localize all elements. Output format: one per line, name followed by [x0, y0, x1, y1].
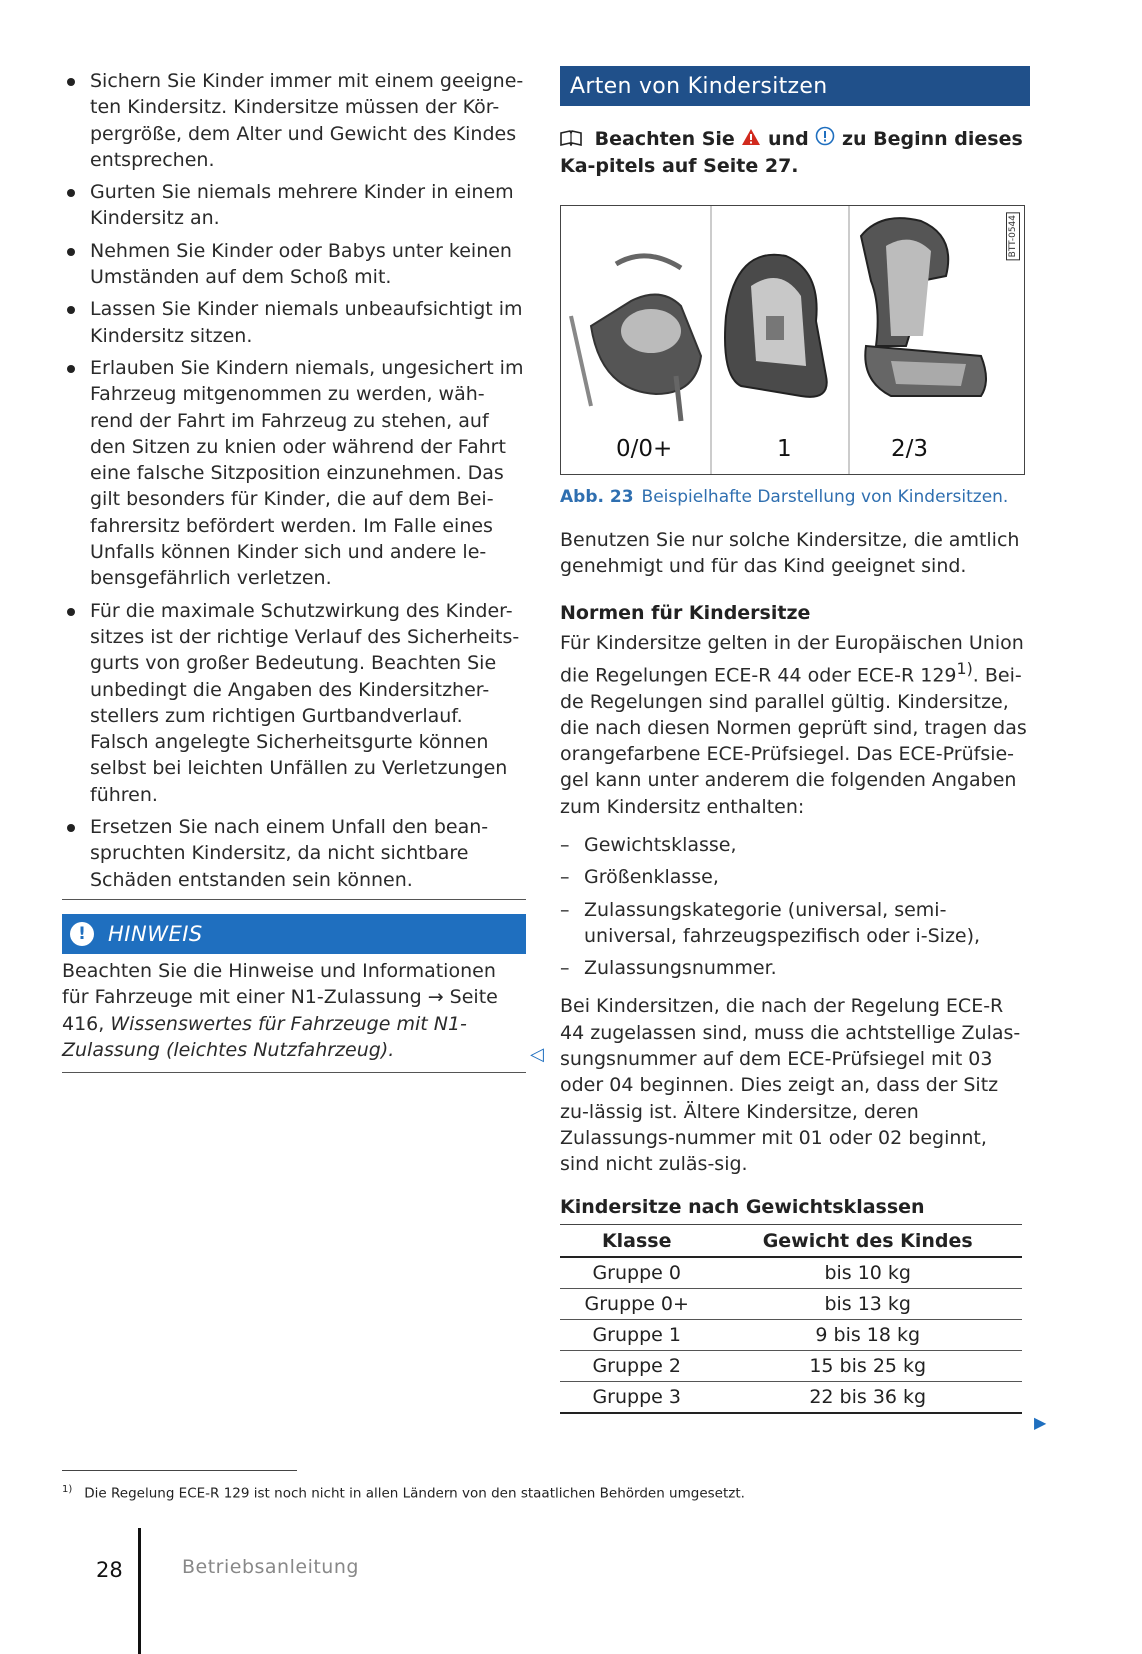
table-cell: 9 bis 18 kg [713, 1319, 1022, 1350]
table-cell: 15 bis 25 kg [713, 1350, 1022, 1381]
normen-text: . Bei-de Regelungen sind parallel gültig. Kindersitze, die nach diesen Normen geprüft sind, tragen das orangefarbene ECE-Prüfsiegel. Das ECE-Prüfsie-gel kann unter anderem die folgenden Angaben zum Kindersitz enthalten: [560, 664, 1027, 818]
weight-class-table [560, 1224, 1022, 1414]
table-cell: bis 13 kg [713, 1288, 1022, 1319]
ece44-paragraph: Bei Kindersitzen, die nach der Regelung ECE-R 44 zugelassen sind, muss die achtstellige Zulas-sungsnummer auf dem ECE-Prüfsiegel mit 03 oder 04 beginnen. Dies zeigt an, dass der Sitz zu-lässig ist. Ältere Kindersitze, deren Zulassungs-nummer mit 01 oder 02 beginnt, sind nicht zuläs-sig. [560, 995, 1021, 1176]
table-cell: Gruppe 1 [560, 1319, 713, 1350]
list-item: Nehmen Sie Kinder oder Babys unter keinen Umständen auf dem Schoß mit. [62, 238, 526, 291]
manual-title: Betriebsanleitung [182, 1556, 359, 1578]
note-text-post: zu Beginn dieses Ka-pitels auf Seite 27. [560, 128, 1023, 177]
list-item: Für die maximale Schutzwirkung des Kinder-sitzes ist der richtige Verlauf des Sicherheits-gurts von großer Bedeutung. Beachten Sie unbedingt die Angaben des Kindersitzher-stellers zum richtigen Gurtbandverlauf. Falsch angelegte Sicherheitsgurte können selbst bei leichten Unfällen zu Verletzungen führen. [62, 598, 526, 808]
list-item: Ersetzen Sie nach einem Unfall den bean-spruchten Kindersitz, da nicht sichtbare Schäden entstanden sein können. [62, 814, 526, 893]
right-column [560, 66, 1030, 1414]
seal-info-list [560, 832, 1030, 981]
column-header: Gewicht des Kindes [713, 1224, 1022, 1257]
figure-label: 0/0+ [616, 436, 673, 462]
continue-arrow-icon[interactable]: ▶ [1034, 1413, 1047, 1432]
subheading: Normen für Kindersitze [560, 601, 811, 624]
warning-triangle-icon [741, 127, 761, 153]
footnote-mark: 1) [956, 658, 973, 678]
table-cell: Gruppe 2 [560, 1350, 713, 1381]
table-cell: Gruppe 0+ [560, 1288, 713, 1319]
list-item: Lassen Sie Kinder niemals unbeaufsichtigt im Kindersitz sitzen. [62, 296, 526, 349]
figure-code: BTT-0544 [1006, 212, 1020, 260]
list-item: Erlauben Sie Kindern niemals, ungesichert im Fahrzeug mitgenommen zu werden, wäh-rend der Fahrt im Fahrzeug zu stehen, auf den Sitzen zu knien oder während der Fahrt eine falsche Sitzposition einzunehmen. Das gilt besonders für Kinder, die auf dem Bei-fahrersitz befördert werden. Im Falle eines Unfalls können Kinder sich und andere le-bensgefährlich verletzen. [62, 355, 526, 592]
note-text-mid: und [768, 128, 809, 150]
list-item: – Zulassungskategorie (universal, semi-universal, fahrzeugspezifisch oder i-Size), [560, 897, 1030, 950]
intro-paragraph: Benutzen Sie nur solche Kindersitze, die amtlich genehmigt und für das Kind geeignet sind. [560, 529, 1020, 578]
baby-seat-image [571, 256, 701, 421]
hint-body [62, 958, 526, 1064]
list-item: Gurten Sie niemals mehrere Kinder in einem Kindersitz an. [62, 179, 526, 232]
table-row [560, 1319, 1022, 1350]
figure-caption [560, 487, 1030, 507]
table-row [560, 1350, 1022, 1381]
normen-text: Für Kindersitze gelten in der Europäischen Union die Regelungen ECE-R 44 oder ECE-R 129 [560, 631, 1024, 687]
table-title: Kindersitze nach Gewichtsklassen [560, 1195, 925, 1218]
table-cell: bis 10 kg [713, 1257, 1022, 1289]
table-header-row [560, 1224, 1022, 1257]
hint-text: Beachten Sie die Hinweise und Informationen für Fahrzeuge mit einer N1-Zulassung → Seite 416, [62, 959, 498, 1035]
footnote-divider [62, 1470, 297, 1471]
normen-paragraph [560, 630, 1030, 820]
section-title: Arten von Kindersitzen [560, 66, 1030, 106]
footnote-text: Die Regelung ECE-R 129 ist noch nicht in allen Ländern von den staatlichen Behörden umgesetzt. [84, 1485, 745, 1502]
hint-title: HINWEIS [108, 921, 203, 946]
back-arrow-icon[interactable]: ◁ [530, 1044, 544, 1065]
booster-seat-image [861, 218, 986, 396]
page-bar [138, 1528, 141, 1654]
note-text-pre: Beachten Sie [594, 128, 735, 150]
table-cell: Gruppe 0 [560, 1257, 713, 1289]
column-header: Klasse [560, 1224, 713, 1257]
note-line [560, 126, 1030, 179]
table-cell: 22 bis 36 kg [713, 1381, 1022, 1413]
info-icon: ! [70, 922, 94, 946]
hint-link[interactable]: Wissenswertes für Fahrzeuge mit N1-Zulassung (leichtes Nutzfahrzeug). [62, 1012, 467, 1062]
caution-circle-icon [815, 126, 835, 153]
table-row [560, 1257, 1022, 1289]
figure-number: Abb. 23 [560, 487, 634, 507]
child-seat-figure [560, 205, 1025, 475]
left-column [62, 68, 526, 1073]
footnote [62, 1484, 745, 1502]
list-item: Sichern Sie Kinder immer mit einem geeigne-ten Kindersitz. Kindersitze müssen der Kör-pergröße, dem Alter und Gewicht des Kindes entsprechen. [62, 68, 526, 173]
hint-header [62, 914, 526, 954]
warning-bullet-list [62, 68, 526, 893]
divider [62, 899, 526, 900]
table-row [560, 1288, 1022, 1319]
list-item: – Größenklasse, [560, 864, 1030, 890]
table-cell: Gruppe 3 [560, 1381, 713, 1413]
book-icon [560, 127, 582, 153]
group1-seat-image [725, 255, 827, 397]
page-number: 28 [96, 1558, 123, 1582]
divider [62, 1072, 526, 1073]
list-item: – Gewichtsklasse, [560, 832, 1030, 858]
figure-label: 2/3 [891, 436, 929, 462]
table-row [560, 1381, 1022, 1413]
footnote-mark: 1) [62, 1484, 73, 1495]
figure-label: 1 [777, 436, 792, 462]
child-seats-illustration [561, 206, 1024, 474]
figure-caption-text: Beispielhafte Darstellung von Kindersitzen. [641, 487, 1009, 507]
list-item: – Zulassungsnummer. [560, 955, 1030, 981]
